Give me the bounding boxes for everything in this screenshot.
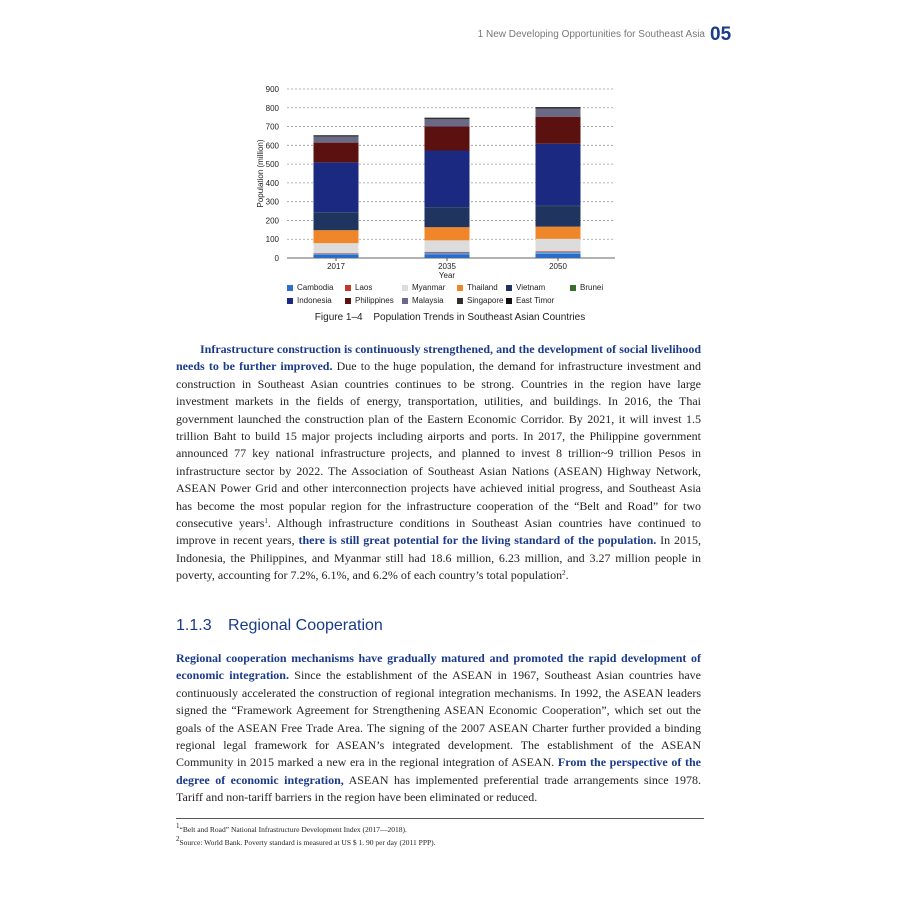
legend-row — [287, 294, 647, 307]
bar-segment — [536, 239, 581, 251]
bar-segment — [425, 227, 470, 240]
legend-row — [287, 281, 647, 294]
bar-segment — [314, 162, 359, 212]
legend-label: Myanmar — [412, 283, 446, 292]
footnote-ref: 1 — [264, 517, 268, 526]
y-tick-label: 100 — [265, 235, 279, 245]
y-tick-label: 900 — [265, 85, 279, 94]
legend-label: Singapore — [467, 296, 504, 305]
y-tick-label: 700 — [265, 122, 279, 132]
legend-label: Indonesia — [297, 296, 332, 305]
bar-segment — [425, 207, 470, 227]
bar-segment — [314, 253, 359, 254]
section-heading — [176, 617, 383, 635]
section-title: Regional Cooperation — [228, 617, 383, 634]
y-tick-label: 500 — [265, 160, 279, 170]
bar-segment — [536, 227, 581, 239]
legend-item — [402, 283, 457, 292]
paragraph-infrastructure — [176, 341, 701, 585]
figure-title: Population Trends in Southeast Asian Countries — [373, 312, 586, 323]
legend-item — [287, 283, 345, 292]
paragraph-regional-cooperation — [176, 650, 701, 807]
paragraph-text: . — [565, 568, 569, 583]
legend-item — [457, 283, 506, 292]
highlight-living-standard: there is still great potential for the living standard of the population. — [298, 533, 657, 548]
footnote-mark: 2 — [176, 835, 180, 843]
legend-item — [402, 296, 457, 305]
legend-item — [345, 296, 402, 305]
legend-label: Cambodia — [297, 283, 334, 292]
population-chart — [0, 0, 900, 280]
legend-swatch — [287, 298, 293, 304]
bar-segment — [425, 254, 470, 258]
y-tick-label: 300 — [265, 197, 279, 207]
bar-segment — [536, 252, 581, 254]
legend-swatch — [506, 285, 512, 291]
chapter-title: 1 New Developing Opportunities for Southeast Asia — [477, 29, 705, 40]
footnote-ref: 2 — [562, 569, 566, 578]
bar-segment — [314, 137, 359, 143]
y-tick-label: 200 — [265, 216, 279, 226]
bar-segment — [536, 117, 581, 144]
highlight-economic-integration: From the perspective of the degree of economic integration, — [176, 755, 701, 787]
legend-label: Brunei — [580, 283, 604, 292]
x-tick-label: 2017 — [327, 262, 345, 271]
legend-swatch — [506, 298, 512, 304]
page-number: 05 — [710, 24, 732, 45]
bar-segment — [425, 118, 470, 119]
bar-segment — [425, 119, 470, 126]
bar-segment — [314, 135, 359, 136]
bar-segment — [314, 230, 359, 243]
legend-label: Thailand — [467, 283, 498, 292]
legend-label: Laos — [355, 283, 373, 292]
x-tick-label: 2035 — [438, 262, 456, 271]
legend-swatch — [287, 285, 293, 291]
highlight-infrastructure: Infrastructure construction is continuously strengthened, and the development of social livelihood needs to be further improved. — [176, 342, 701, 374]
legend-label: Vietnam — [516, 283, 546, 292]
legend-label: Malaysia — [412, 296, 444, 305]
bar-segment — [425, 150, 470, 207]
bar-segment — [536, 254, 581, 258]
legend-item — [570, 283, 620, 292]
bar-segment — [536, 109, 581, 117]
bar-segment — [425, 252, 470, 253]
bar-segment — [314, 255, 359, 258]
bar-segment — [314, 212, 359, 230]
footnote-1 — [176, 822, 704, 834]
paragraph-text: Since the establishment of the ASEAN in 1967, Southeast Asian countries have continuously accelerated the construction of regional integration mechanisms. In 1992, the ASEAN leaders signed the “Framework Agreement for Strengthening ASEAN Economic Cooperation”, which set out the goals of the ASEAN Free Trade Area. The signing of the 2007 ASEAN Charter further provided a binding regional legal framework for ASEAN’s integrated development. The establishment of the ASEAN Community in 2015 marked a new era in the regional integration of ASEAN. — [176, 668, 701, 770]
bar-segment — [425, 253, 470, 255]
legend-label: East Timor — [516, 296, 555, 305]
y-tick-label: 0 — [274, 254, 279, 263]
paragraph-text: Due to the huge population, the demand for infrastructure investment and construction in Southeast Asian countries continues to be strong. Countries in the region have large investment markets in the fields of energy, transportation, utilities, and buildings. In 2016, the Thai government launched the construction plan of the Eastern Economic Corridor. By 2021, it will invest 1.5 trillion Baht to build 15 major projects including airports and ports. In 2017, the Philippine government announced 77 key national infrastructure projects, and planned to invest 8 trillion~9 trillion Pesos in infrastructure sector by 2022. The Association of Southeast Asian Nations (ASEAN) Highway Network, ASEAN Power Grid and other interconnection projects have achieved initial progress, and Southeast Asia has become the most popular region for the infrastructure cooperation of the “Belt and Road” for two consecutive years — [176, 359, 701, 531]
footnote-text: “Belt and Road” National Infrastructure Development Index (2017—2018). — [179, 825, 407, 834]
legend-item — [287, 296, 345, 305]
legend-swatch — [345, 298, 351, 304]
legend-swatch — [570, 285, 576, 291]
footnote-text: Source: World Bank. Poverty standard is measured at US $ 1. 90 per day (2011 PPP). — [179, 838, 436, 847]
bar-segment — [314, 143, 359, 163]
y-tick-label: 800 — [265, 103, 279, 113]
paragraph-text: In 2015, Indonesia, the Philippines, and Myanmar still had 18.6 million, 6.23 million, and 3.27 million people in poverty, accounting for 7.2%, 6.1%, and 6.2% of each country’s total population — [176, 533, 702, 583]
y-tick-label: 400 — [265, 178, 279, 188]
legend-label: Philippines — [355, 296, 394, 305]
legend-swatch — [402, 285, 408, 291]
legend-item — [345, 283, 402, 292]
legend-item — [506, 296, 570, 305]
legend-swatch — [457, 285, 463, 291]
bar-segment — [314, 254, 359, 255]
bar-segment — [536, 251, 581, 252]
legend-swatch — [345, 285, 351, 291]
legend-item — [506, 283, 570, 292]
bar-segment — [536, 206, 581, 227]
paragraph-text: ASEAN has implemented preferential trade arrangements since 1978. Tariff and non-tariff barriers in the region have been eliminated or reduced. — [176, 772, 701, 805]
y-axis-label: Population (million) — [256, 139, 265, 208]
figure-label: Figure 1–4 — [314, 312, 363, 323]
legend-item — [457, 296, 506, 305]
paragraph-text: . Although infrastructure conditions in Southeast Asian countries have continued to improve in recent years, — [176, 516, 701, 548]
y-tick-label: 600 — [265, 141, 279, 151]
bar-segment — [425, 240, 470, 251]
bar-segment — [536, 144, 581, 206]
legend-swatch — [457, 298, 463, 304]
figure-caption — [0, 312, 900, 323]
x-tick-label: 2050 — [549, 262, 567, 271]
bar-segment — [314, 243, 359, 253]
legend-swatch — [402, 298, 408, 304]
footnote-2 — [176, 835, 704, 847]
bar-segment — [536, 107, 581, 108]
highlight-regional: Regional cooperation mechanisms have gradually matured and promoted the rapid development of economic integration. — [176, 651, 701, 683]
bar-segment — [425, 126, 470, 150]
x-axis-label: Year — [438, 271, 456, 280]
chart-legend — [287, 281, 647, 307]
footnote-divider — [176, 818, 704, 819]
footnote-mark: 1 — [176, 822, 180, 830]
section-number: 1.1.3 — [176, 617, 212, 634]
